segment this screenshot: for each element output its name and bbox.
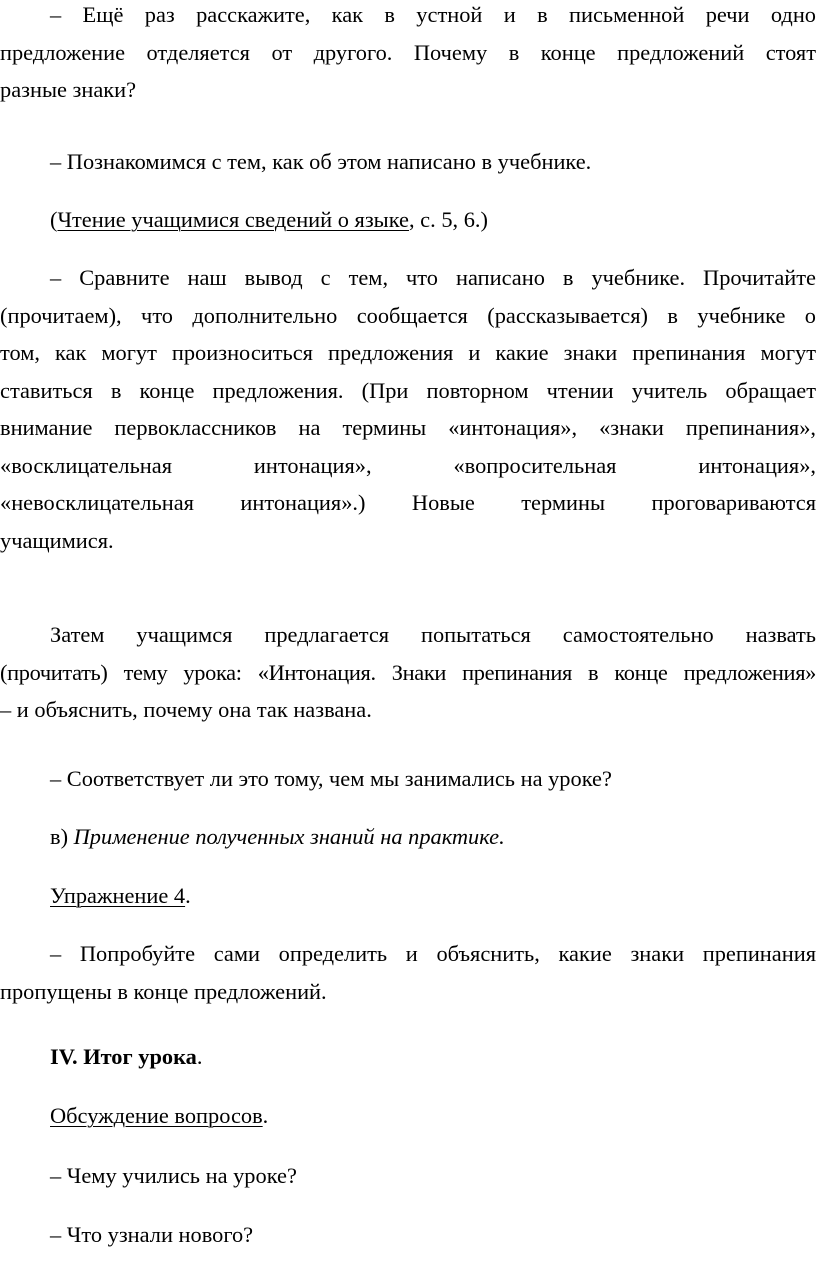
text-line: [50, 1097, 816, 1135]
text-line: Затем учащимся предлагается попытаться самостоятельно назвать: [50, 622, 816, 647]
text-line: предложение отделяется от другого. Почему в конце предложений стоят: [0, 39, 816, 65]
paragraph-reading-note: [0, 201, 816, 239]
paragraph-lesson-topic: [0, 616, 816, 729]
text-line: пропущены в конце предложений.: [0, 978, 327, 1004]
paragraph-retell-question: [0, 0, 816, 109]
text-line: – Соответствует ли это тому, чем мы занимались на уроке?: [50, 766, 612, 791]
text-line: разные знаки?: [0, 77, 137, 102]
text-line: – Что узнали нового?: [50, 1222, 254, 1247]
text-line: «восклицательная интонация», «вопросительная интонация»,: [0, 452, 816, 478]
text-line: «невосклицательная интонация».) Новые термины проговариваются: [0, 490, 816, 515]
text-line: том, как могут произноситься предложения и какие знаки препинания могут: [0, 340, 816, 365]
text-line: – и объяснить, почему она так названа.: [0, 697, 372, 722]
paragraph-discussion: [0, 1097, 816, 1135]
text-line: [50, 877, 816, 915]
text-line: – Ещё раз расскажите, как в устной и в письменной речи одно: [50, 2, 816, 27]
paragraph-question-learned: [0, 1157, 816, 1195]
period: .: [196, 1044, 203, 1069]
paragraph-question-new: [0, 1216, 816, 1254]
text-line: учащимися.: [0, 527, 114, 553]
page-ref: , с. 5, 6.): [408, 207, 488, 232]
text-line: – Познакомимся с тем, как об этом написано в учебнике.: [50, 149, 592, 174]
practice-title: Применение полученных знаний на практике.: [73, 824, 505, 849]
text-line: [50, 1038, 816, 1076]
text-line: [50, 818, 816, 856]
discussion-link[interactable]: Обсуждение вопросов: [50, 1103, 263, 1128]
text-line: ставиться в конце предложения. (При повторном чтении учитель обращает: [0, 377, 816, 403]
text-line: (прочитаем), что дополнительно сообщается (рассказывается) в учебнике о: [0, 302, 816, 328]
paragraph-exercise: [0, 877, 816, 915]
period: .: [262, 1103, 269, 1128]
period: .: [185, 883, 191, 908]
list-marker: в): [50, 824, 74, 849]
paragraph-match-question: [0, 760, 816, 798]
text-line: – Сравните наш вывод с тем, что написано в учебнике. Прочитайте: [50, 265, 816, 290]
text-line: – Чему учились на уроке?: [50, 1163, 297, 1188]
text-line: (прочитать) тему урока: «Интонация. Знаки препинания в конце предложения»: [0, 659, 816, 685]
paragraph-textbook-intro: [0, 143, 816, 181]
summary-title: IV. Итог урока: [50, 1044, 197, 1069]
exercise-link[interactable]: Упражнение 4: [50, 883, 186, 908]
section-heading-summary: [0, 1038, 816, 1076]
text-line: – Попробуйте сами определить и объяснить, какие знаки препинания: [50, 941, 816, 966]
paragraph-practice-heading: [0, 818, 816, 856]
text-line: внимание первоклассников на термины «интонация», «знаки препинания»,: [0, 415, 816, 440]
paragraph-compare-conclusion: [0, 259, 816, 559]
text-line: [50, 201, 816, 239]
paragraph-punctuation-task: [0, 935, 816, 1010]
open-paren: (: [50, 207, 58, 232]
reading-link[interactable]: Чтение учащимися сведений о языке: [57, 207, 409, 232]
